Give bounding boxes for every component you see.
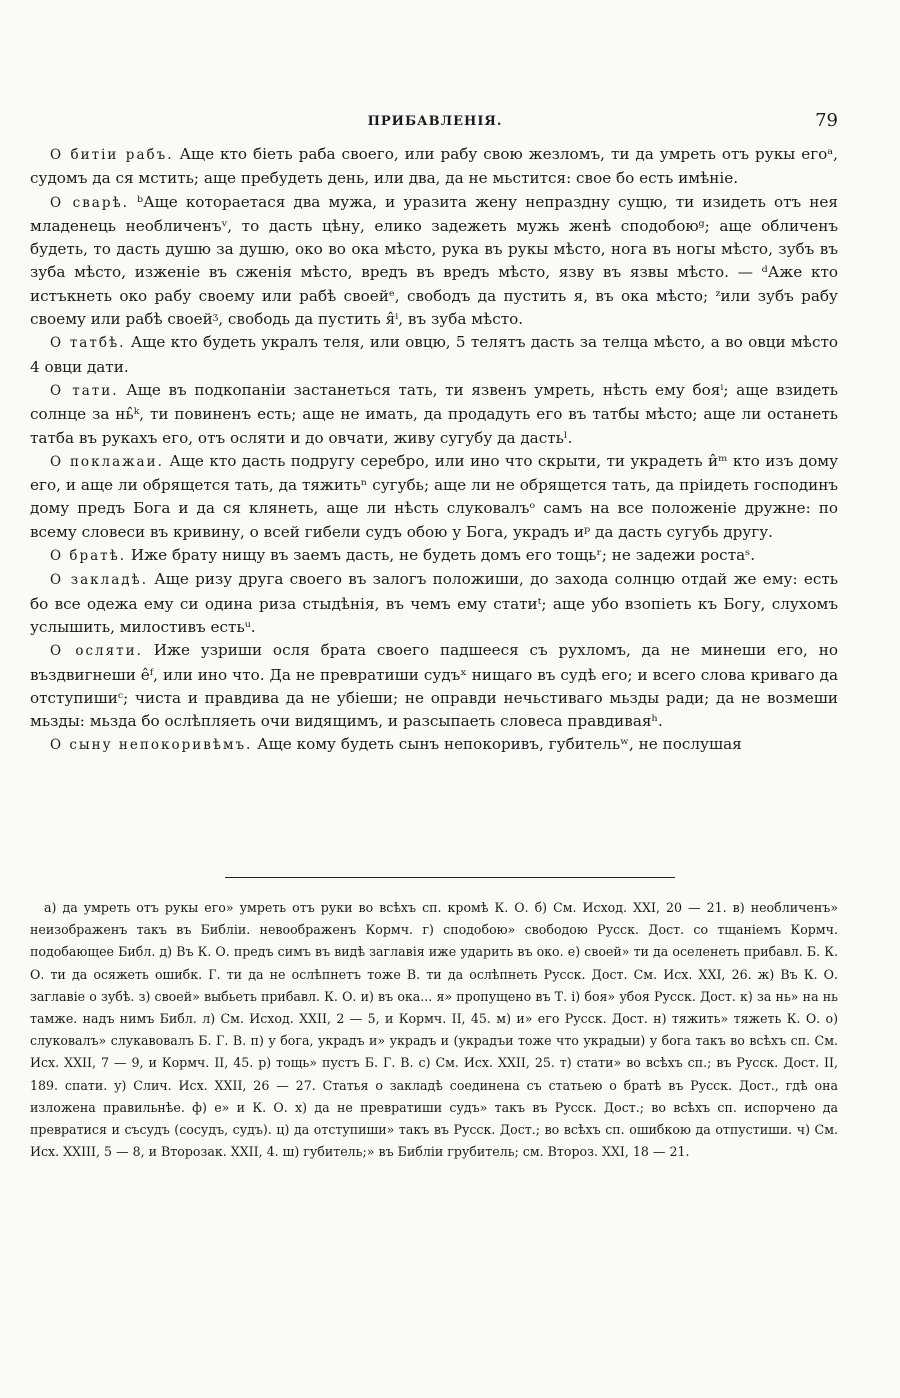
paragraph-text: Аще въ подкопаніи застанеться тать, ти язвенъ умреть, нѣсть ему бояⁱ; аще взидеть солнце за нь̂ᵏ, ти повиненъ есть; аще не имать, да продадуть его въ татбы мѣсто; аще ли останеть татба въ рукахъ его, отъ осляти и до овчати, живу сугубу да дастьˡ.: [30, 380, 839, 447]
paragraph-beating-slave: [30, 143, 838, 191]
paragraph-text: ᵇАще котораетася два мужа, и уразита жену непраздну сущю, ти изидеть отъ нея младенець необличенъᵛ, то дасть цѣну, елико задежеть мужь женѣ сподобоюᵍ; аще обличенъ будеть, то дасть душю за душю, око во ока мѣсто, рука въ рукы мѣсто, нога въ ногы мѣсто, зубъ въ зуба мѣсто, изженіе въ сженія мѣсто, вредъ въ вредъ мѣсто, язву въ язвы мѣсто. — ᵈАже кто истъкнеть око рабу своему или рабѣ своейᵉ, свободъ да пустить я, въ ока мѣсто; ᶻили зубъ рабу своему или рабѣ своейᶾ, свободь да пустить я̂ⁱ, въ зуба мѣсто.: [30, 192, 838, 329]
paragraph-donkey: [30, 639, 838, 733]
paragraph-lead: О татбѣ.: [50, 335, 126, 352]
paragraph-lead: О братѣ.: [50, 548, 127, 565]
paragraph-deposit: [30, 450, 838, 544]
paragraph-lead: О тати.: [50, 382, 119, 399]
paragraph-quarrel: [30, 191, 838, 332]
paragraph-text: Иже брату нищу въ заемъ дасть, не будеть домъ его тощьʳ; не задежи ростаˢ.: [130, 546, 756, 565]
paragraph-lead: О поклажаи.: [50, 453, 164, 470]
paragraph-lead: О сыну непокоривѣмъ.: [50, 737, 253, 754]
paragraph-lead: О битіи рабъ.: [50, 147, 174, 163]
footnotes-text: а) да умреть отъ рукы его» умреть отъ руки во всѣхъ сп. кромѣ К. О. б) См. Исход. XXI, 20 — 21. в) необличенъ» неизображенъ такъ въ Библіи. невоображенъ Кормч. г) сподобою» свободою Русск. Дост. со тщаніемъ Кормч. подобающее Библ. д) Въ К. О. предъ симъ въ видѣ заглавія иже ударить въ око. е) своей» ти да оселенеть прибавл. Б. К. О. ти да осяжеть ошибк. Г. ти да не ослѣпнетъ тоже В. ти да ослѣпнеть Русск. Дост. См. Исх. XXI, 26. ж) Въ К. О. заглавіе о зубѣ. з) своей» выбьеть прибавл. К. О. и) въ ока... я» пропущено въ Т. і) боя» убоя Русск. Дост. к) за нь» на нь тамже. надъ нимъ Библ. л) См. Исход. XXII, 2 — 5, и Кормч. II, 45. м) и» его Русск. Дост. н) тяжить» тяжеть К. О. о) слуковалъ» слукавовалъ Б. Г. В. п) у бога, украдъ и» украдъ и (украдъи тоже что украдыи) у бога такъ во всѣхъ сп. См. Исх. XXII, 7 — 9, и Кормч. II, 45. р) тощь» пустъ Б. Г. В. с) См. Исх. XXII, 25. т) стати» во всѣхъ сп.; въ Русск. Дост. II, 189. спати. у) Слич. Исх. XXII, 26 — 27. Статья о закладѣ соединена съ статьею о братѣ въ Русск. Дост., гдѣ она изложена правильнѣе. ф) е» и К. О. х) да не превратиши судъ» такъ въ Русск. Дост.; во всѣхъ сп. испорчено да превратися и съсудъ (сосудъ, судъ). ц) да отступиши» такъ въ Русск. Дост.; во всѣхъ сп. ошибкою да отпустиши. ч) См. Исх. XXIII, 5 — 8, и Второзак. XXII, 4. ш) губитель;» въ Библіи грубитель; см. Второз. XXI, 18 — 21.: [30, 900, 838, 1160]
footnote-divider: [225, 877, 675, 878]
paragraph-text: Аще кто дасть подругу серебро, или ино что скрыти, ти украдеть и̂ᵐ кто изъ дому его, и аще ли обрящется тать, да тяжитьⁿ сугубь; аще ли не обрящется тать, да пріидеть господинъ дому предъ Бога и да ся клянеть, аще ли нѣсть слуковалъᵒ самъ на все положеніе дружне: по всему словеси въ кривину, о всей гибели судъ обою у Бога, украдъ иᵖ да дасть сугубь другу.: [30, 451, 839, 541]
paragraph-lead: О сварѣ.: [50, 194, 129, 211]
paragraph-text: Аще кто будеть укралъ теля, или овцю, 5 телятъ дасть за телца мѣсто, а во овци мѣсто 4 овци дати.: [30, 333, 839, 376]
paragraph-text: Аще кто біеть раба своего, или рабу свою жезломъ, ти да умреть отъ рукы егоᵃ, судомъ да ся мстить; аще пребудеть день, или два, да не мьстится: свое бо есть имѣніе.: [30, 145, 838, 188]
paragraph-text: Аще кому будеть сынъ непокоривъ, губительʷ, не послушая: [257, 735, 742, 754]
running-head: ПРИБАВЛЕНІЯ.: [367, 114, 503, 129]
paragraph-brother: [30, 544, 838, 568]
paragraph-theft: [30, 331, 838, 379]
paragraph-lead: О осляти.: [50, 643, 143, 660]
paragraph-text: Иже узриши осля брата своего падшееся съ рухломъ, да не минеши его, но въздвигнеши е̂ᶠ, или ино что. Да не превратиши судъˣ нищаго въ судѣ его; и всего слова криваго да отступишиᶜ; чиста и правдива да не убіеши; не оправди нечьстиваго мьзды ради; да не возмеши мьзды: мьзда бо ослѣпляеть очи видящимъ, и разсыпаеть словеса правдиваяʰ.: [30, 641, 838, 731]
paragraph-disobedient-son: [30, 733, 838, 757]
paragraph-pledge: [30, 568, 838, 639]
body-text: [30, 143, 838, 758]
footnotes: [30, 897, 838, 1163]
paragraph-text: Аще ризу друга своего въ залогъ положиши, до захода солнцю отдай же ему: есть бо все одежа ему си одина риза стыдѣнія, въ чемъ ему статиᵗ; аще убо взопіеть къ Богу, слухомъ услышить, милостивъ естьᵘ.: [30, 570, 839, 636]
page-number: 79: [815, 110, 838, 131]
paragraph-thief: [30, 379, 838, 450]
paragraph-lead: О закладѣ.: [50, 572, 148, 589]
page-header: [30, 110, 838, 136]
